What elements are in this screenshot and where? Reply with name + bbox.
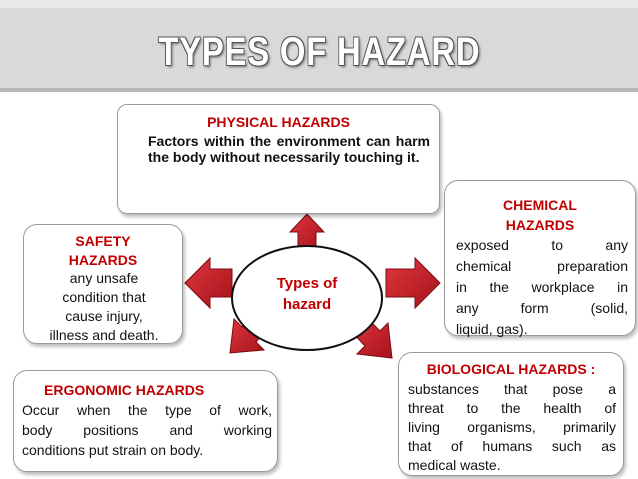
arrow-left — [185, 258, 232, 308]
biological-line: that of humans such as — [408, 438, 616, 454]
ergonomic-line: Occur when the type of work, — [22, 402, 272, 418]
physical-hazards-heading: PHYSICAL HAZARDS — [207, 114, 350, 130]
chemical-line: liquid, gas). — [456, 321, 528, 337]
safety-line: condition that — [62, 289, 146, 305]
safety-hazards-box — [23, 224, 183, 344]
chemical-line: chemical preparation — [456, 258, 628, 274]
center-label-line1: Types of — [276, 275, 338, 292]
center-label-line2: hazard — [282, 296, 332, 313]
safety-line: illness and death. — [49, 327, 159, 343]
slide-title: TYPES OF HAZARD — [157, 30, 481, 74]
safety-heading-line1: SAFETY — [75, 233, 131, 249]
safety-hazards-heading — [24, 232, 182, 270]
biological-hazards-box — [398, 352, 624, 476]
chemical-hazards-text — [456, 235, 628, 340]
ergonomic-hazards-heading: ERGONOMIC HAZARDS — [44, 382, 205, 398]
ergonomic-line: body positions and working — [22, 422, 272, 438]
safety-heading-line2: HAZARDS — [68, 252, 138, 268]
center-node — [232, 245, 382, 351]
biological-hazards-text — [408, 380, 616, 475]
biological-line: medical waste. — [408, 457, 501, 473]
safety-line: cause injury, — [65, 308, 143, 324]
biological-line: living organisms, primarily — [408, 419, 616, 435]
biological-hazards-heading: BIOLOGICAL HAZARDS : — [426, 361, 596, 377]
chemical-hazards-heading — [445, 195, 635, 235]
arrow-right — [386, 258, 440, 308]
chemical-line: any form (solid, — [456, 300, 628, 316]
biological-line: substances that pose a — [408, 381, 616, 397]
ergonomic-hazards-text — [22, 400, 272, 460]
physical-hazards-text: Factors within the environment can harm the body without necessarily touching it. — [148, 133, 430, 165]
ergonomic-hazards-box — [13, 370, 278, 472]
chemical-line: in the workplace in — [456, 279, 628, 295]
safety-hazards-text — [28, 269, 180, 345]
center-label — [232, 273, 382, 315]
chemical-line: exposed to any — [456, 237, 628, 253]
chemical-hazards-box — [444, 180, 636, 336]
ergonomic-line: conditions put strain on body. — [22, 442, 204, 458]
safety-line: any unsafe — [69, 270, 139, 286]
physical-hazards-box — [117, 104, 440, 214]
biological-line: threat to the health of — [408, 400, 616, 416]
chemical-heading-line1: CHEMICAL — [503, 197, 577, 213]
chemical-heading-line2: HAZARDS — [505, 217, 575, 233]
